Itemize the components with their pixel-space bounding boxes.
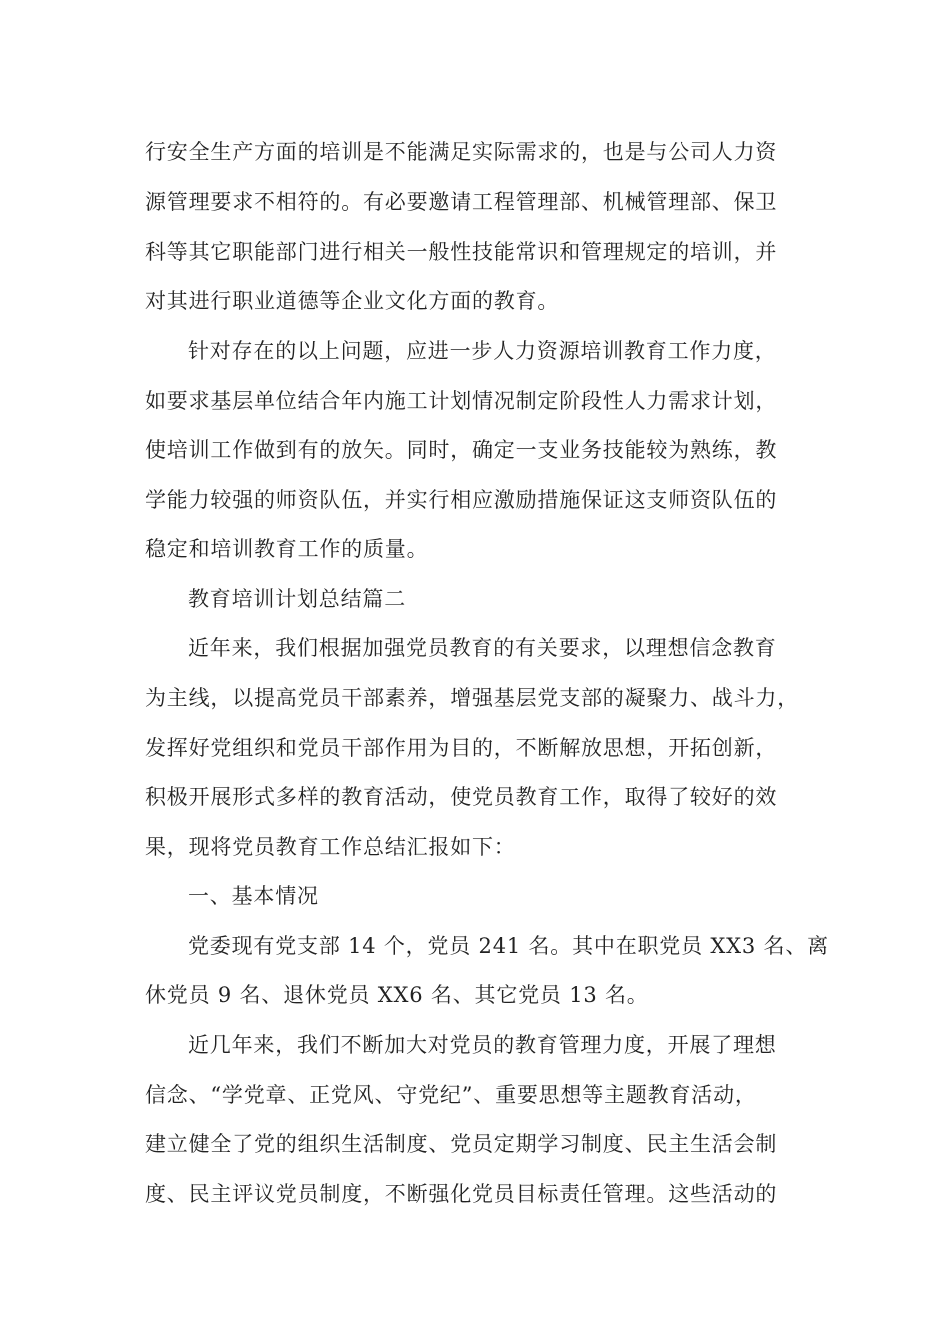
- paragraph-first-line: 针对存在的以上问题，应进一步人力资源培训教育工作力度，: [188, 339, 777, 363]
- body-text-line: 稳定和培训教育工作的质量。: [145, 537, 429, 561]
- subsection-heading: 一、基本情况: [188, 884, 319, 908]
- body-text-line: 信念、“学党章、正党风、守党纪”、重要思想等主题教育活动，: [145, 1083, 757, 1107]
- paragraph-first-line: 近几年来，我们不断加大对党员的教育管理力度，开展了理想: [188, 1033, 777, 1057]
- body-text-line: 休党员 9 名、退休党员 XX6 名、其它党员 13 名。: [145, 983, 649, 1007]
- body-text-line: 源管理要求不相符的。有必要邀请工程管理部、机械管理部、保卫: [145, 190, 778, 214]
- paragraph-first-line: 党委现有党支部 14 个，党员 241 名。其中在职党员 XX3 名、离: [188, 934, 829, 958]
- body-text-line: 如要求基层单位结合年内施工计划情况制定阶段性人力需求计划，: [145, 389, 778, 413]
- body-text-line: 对其进行职业道德等企业文化方面的教育。: [145, 289, 560, 313]
- body-text-line: 果，现将党员教育工作总结汇报如下：: [145, 835, 516, 859]
- body-text-line: 积极开展形式多样的教育活动，使党员教育工作，取得了较好的效: [145, 785, 778, 809]
- body-text-line: 度、民主评议党员制度，不断强化党员目标责任管理。这些活动的: [145, 1182, 778, 1206]
- body-text-line: 科等其它职能部门进行相关一般性技能常识和管理规定的培训，并: [145, 240, 778, 264]
- body-text-line: 行安全生产方面的培训是不能满足实际需求的，也是与公司人力资: [145, 140, 778, 164]
- body-text-line: 使培训工作做到有的放矢。同时，确定一支业务技能较为熟练，教: [145, 438, 778, 462]
- body-text-line: 建立健全了党的组织生活制度、党员定期学习制度、民主生活会制: [145, 1132, 778, 1156]
- body-text-line: 为主线，以提高党员干部素养，增强基层党支部的凝聚力、战斗力，: [145, 686, 799, 710]
- body-text-line: 学能力较强的师资队伍，并实行相应激励措施保证这支师资队伍的: [145, 488, 778, 512]
- paragraph-first-line: 近年来，我们根据加强党员教育的有关要求，以理想信念教育: [188, 636, 777, 660]
- section-heading: 教育培训计划总结篇二: [188, 587, 406, 611]
- body-text-line: 发挥好党组织和党员干部作用为目的，不断解放思想，开拓创新，: [145, 736, 778, 760]
